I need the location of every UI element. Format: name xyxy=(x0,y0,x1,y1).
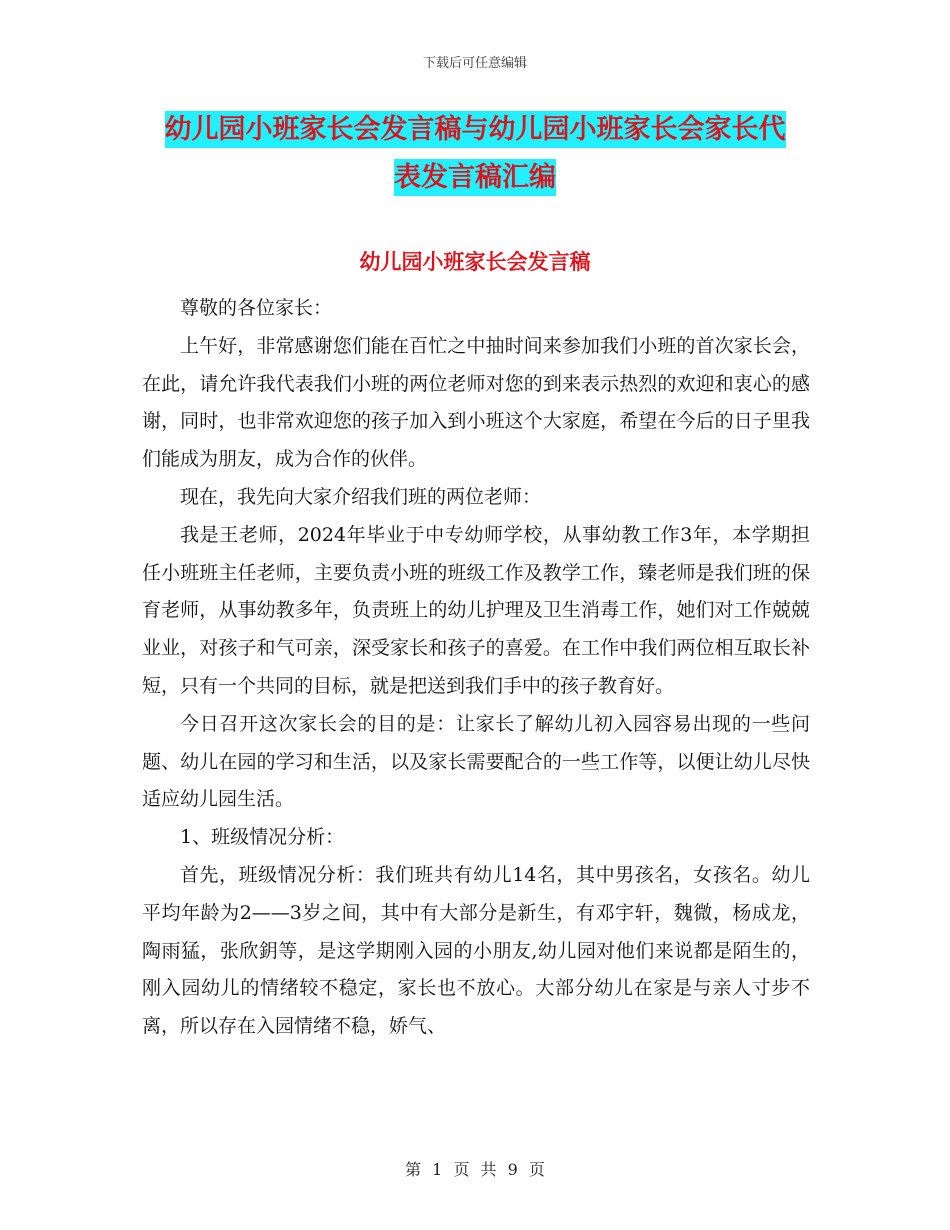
paragraph-meeting-purpose: 今日召开这次家长会的目的是：让家长了解幼儿初入园容易出现的一些问题、幼儿在园的学习和生活，以及家长需要配合的一些工作等，以便让幼儿尽快适应幼儿园生活。 xyxy=(142,712,810,811)
paragraph-salutation: 尊敬的各位家长： xyxy=(180,297,333,319)
page-footer: 第 1 页 共 9 页 xyxy=(405,1160,545,1179)
paragraph-section-heading: 1、班级情况分析： xyxy=(180,826,345,849)
paragraph-class-analysis: 首先，班级情况分析：我们班共有幼儿14名，其中男孩名，女孩名。幼儿平均年龄为2——3岁之间，其中有大部分是新生，有邓宇轩，魏微，杨成龙，陶雨猛，张欣鈅等，是这学期刚入园的小朋友,幼儿园对他们来说都是陌生的，刚入园幼儿的情绪较不稳定，家长也不放心。大部分幼儿在家是与亲人寸步不离，所以存在入园情绪不稳，娇气、 xyxy=(142,863,810,1038)
document-title-line-1: 幼儿园小班家长会发言稿与幼儿园小班家长会家长代 xyxy=(165,111,786,148)
paragraph-teacher-bios: 我是王老师，2024年毕业于中专幼师学校，从事幼教工作3年，本学期担任小班班主任老师，主要负责小班的班级工作及教学工作，臻老师是我们班的保育老师，从事幼教多年，负责班上的幼儿护理及卫生消毒工作，她们对工作兢兢业业，对孩子和气可亲，深受家长和孩子的喜爱。在工作中我们两位相互取长补短，只有一个共同的目标，就是把送到我们手中的孩子教育好。 xyxy=(142,523,810,697)
document-title-line-2: 表发言稿汇编 xyxy=(394,159,556,196)
paragraph-intro-teachers: 现在，我先向大家介绍我们班的两位老师： xyxy=(180,485,542,508)
body-text xyxy=(142,290,810,1046)
section-title: 幼儿园小班家长会发言稿 xyxy=(359,250,591,274)
paragraph-greeting: 上午好，非常感谢您们能在百忙之中抽时间来参加我们小班的首次家长会，在此，请允许我代表我们小班的两位老师对您的到来表示热烈的欢迎和衷心的感谢，同时，也非常欢迎您的孩子加入到小班这个大家庭，希望在今后的日子里我们能成为朋友，成为合作的伙伴。 xyxy=(142,334,810,471)
header-note: 下载后可任意编辑 xyxy=(422,56,527,71)
document-title xyxy=(140,106,810,202)
